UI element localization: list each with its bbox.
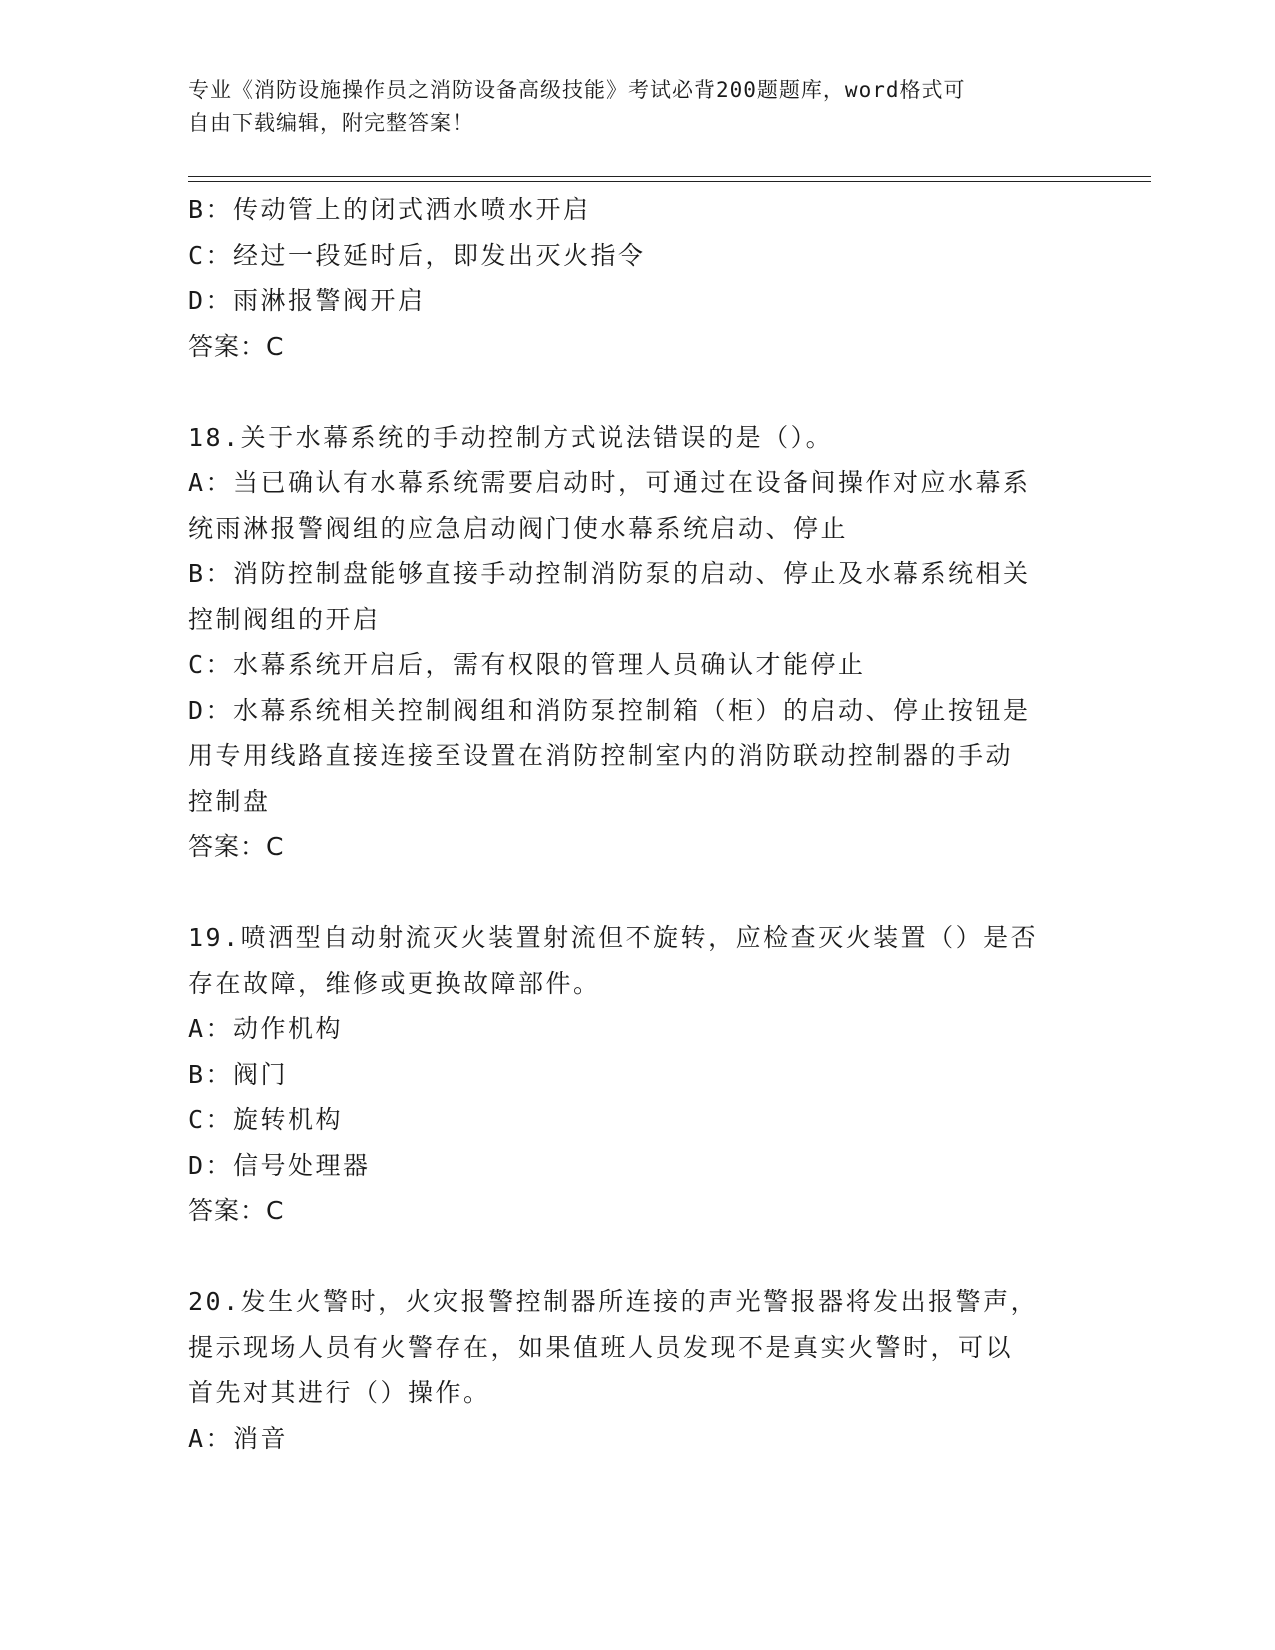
option-a: A：动作机构 [188, 1014, 344, 1043]
question-stem: 20.发生火警时，火灾报警控制器所连接的声光警报器将发出报警声， [188, 1287, 1039, 1316]
question-stem-continued: 存在故障，维修或更换故障部件。 [188, 968, 601, 998]
option-b: B：传动管上的闭式洒水喷水开启 [188, 195, 591, 224]
question-20 [188, 1279, 1088, 1461]
option-d: D：雨淋报警阀开启 [188, 286, 426, 315]
option-b: B：消防控制盘能够直接手动控制消防泵的启动、停止及水幕系统相关 [188, 559, 1031, 588]
option-b: B：阀门 [188, 1059, 289, 1089]
option-d-continued: 控制盘 [188, 786, 271, 816]
option-a-continued: 统雨淋报警阀组的应急启动阀门使水幕系统启动、停止 [188, 513, 849, 543]
spacer [188, 1234, 1088, 1280]
option-c: C：旋转机构 [188, 1105, 344, 1134]
question-17-tail [188, 187, 1088, 369]
spacer [188, 870, 1088, 916]
answer: 答案：C [188, 331, 285, 361]
question-stem: 19.喷洒型自动射流灭火装置射流但不旋转，应检查灭火装置（）是否 [188, 923, 1039, 952]
spacer [188, 369, 1088, 415]
question-stem-continued: 提示现场人员有火警存在，如果值班人员发现不是真实火警时，可以 [188, 1332, 1014, 1362]
option-d: D：水幕系统相关控制阀组和消防泵控制箱（柜）的启动、停止按钮是 [188, 695, 1031, 725]
question-18 [188, 415, 1088, 870]
header-divider-bottom [188, 181, 1151, 182]
option-a: A：消音 [188, 1423, 289, 1453]
answer: 答案：C [188, 832, 285, 861]
header-line-1: 专业《消防设施操作员之消防设备高级技能》考试必背200题题库，word格式可 [188, 78, 966, 102]
header-line-2: 自由下载编辑，附完整答案！ [188, 111, 474, 135]
answer: 答案：C [188, 1196, 285, 1225]
question-stem: 18.关于水幕系统的手动控制方式说法错误的是（）。 [188, 422, 834, 452]
option-c: C：经过一段延时后，即发出灭火指令 [188, 240, 646, 270]
document-header [188, 74, 1068, 140]
question-stem-continued: 首先对其进行（）操作。 [188, 1378, 491, 1407]
option-d: D：信号处理器 [188, 1150, 371, 1180]
option-c: C：水幕系统开启后，需有权限的管理人员确认才能停止 [188, 650, 866, 679]
header-divider-top [188, 176, 1151, 177]
option-a: A：当已确认有水幕系统需要启动时，可通过在设备间操作对应水幕系 [188, 468, 1031, 497]
question-19 [188, 915, 1088, 1234]
question-list [188, 187, 1088, 1461]
option-d-continued: 用专用线路直接连接至设置在消防控制室内的消防联动控制器的手动 [188, 741, 1014, 770]
option-b-continued: 控制阀组的开启 [188, 604, 381, 634]
